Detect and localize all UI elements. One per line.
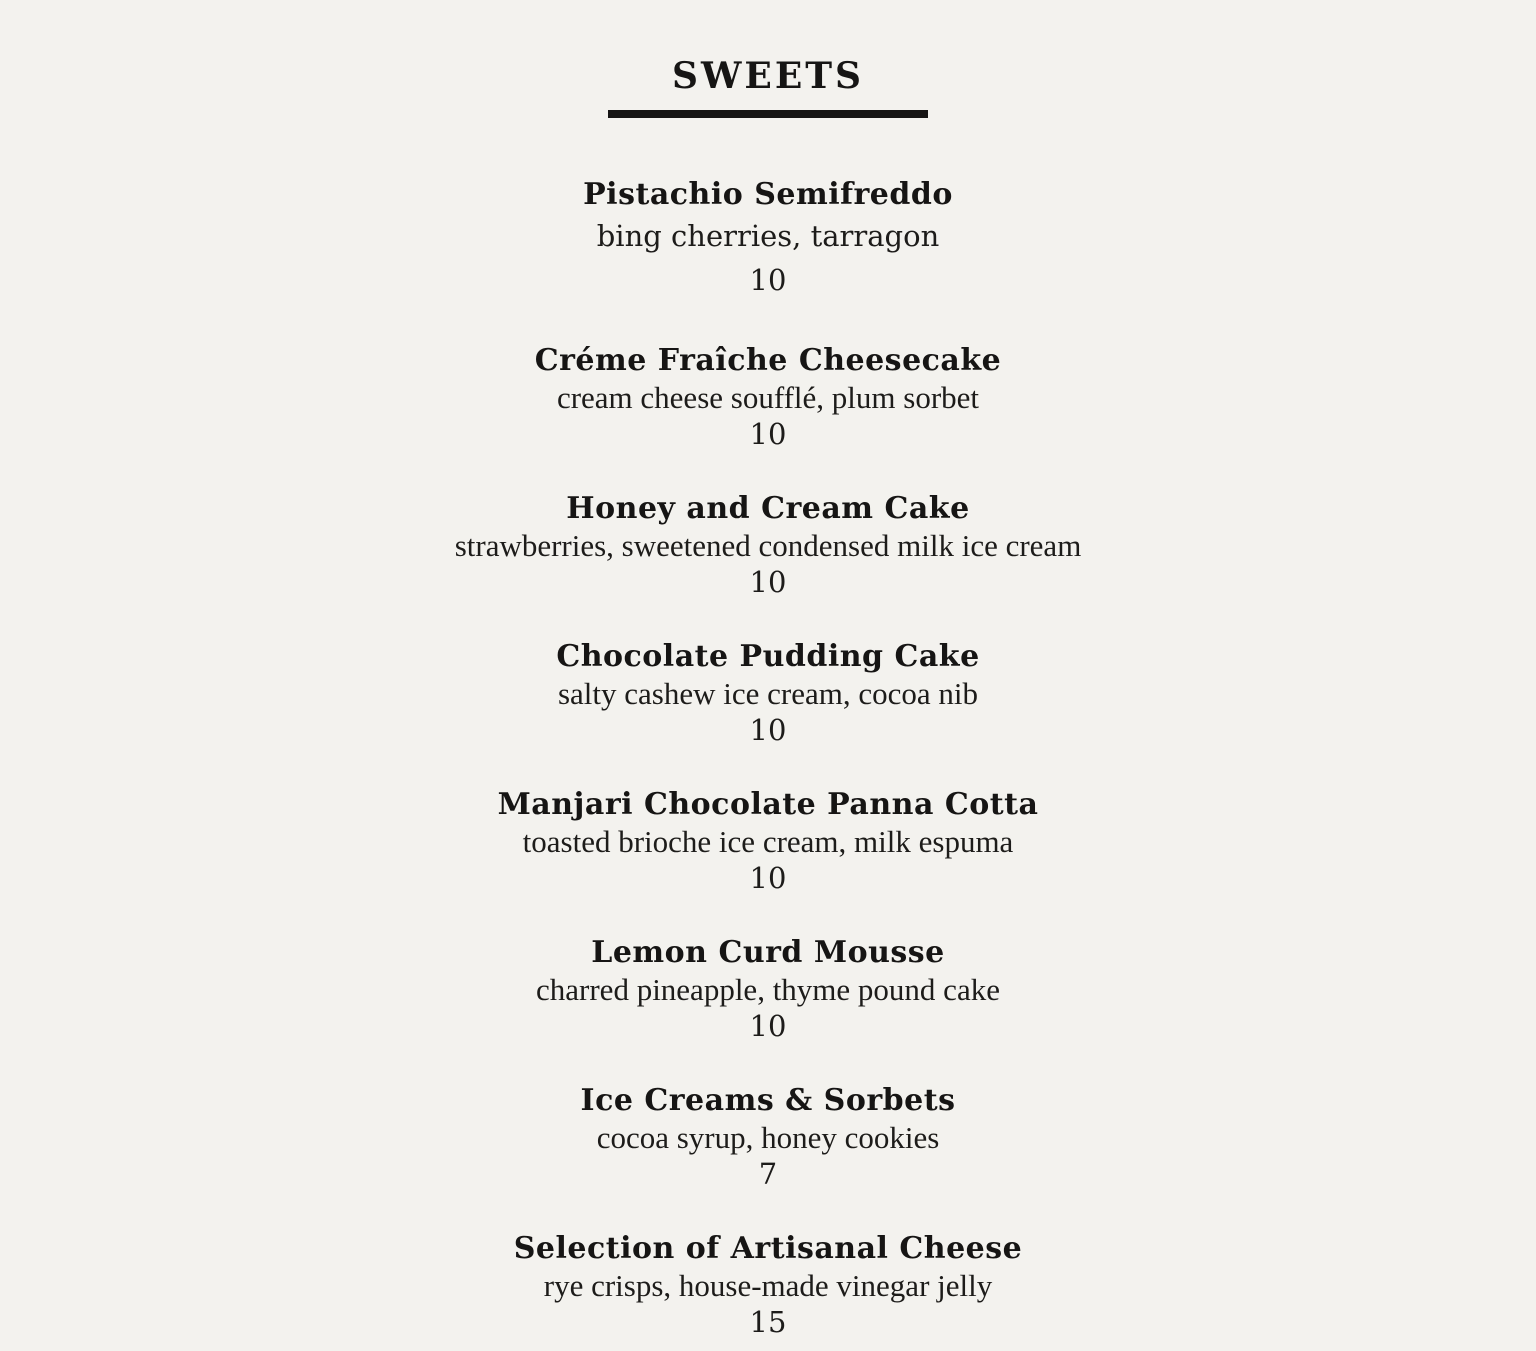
item-description: salty cashew ice cream, cocoa nib [557, 676, 978, 711]
menu-item [0, 934, 1536, 1045]
item-price: 10 [749, 263, 787, 297]
item-description: strawberries, sweetened condensed milk ice cream [454, 528, 1082, 563]
menu-item [0, 1082, 1536, 1193]
item-description: charred pineapple, thyme pound cake [536, 972, 1000, 1007]
item-price: 10 [749, 417, 787, 451]
item-name: Manjari Chocolate Panna Cotta [497, 787, 1039, 822]
item-price: 10 [749, 565, 787, 599]
item-name: Pistachio Semifreddo [583, 177, 953, 212]
menu-item [0, 176, 1536, 299]
item-name: Ice Creams & Sorbets [580, 1083, 956, 1118]
menu-items-list [0, 176, 1536, 1341]
section-title: SWEETS [671, 55, 865, 97]
item-description: rye crisps, house-made vinegar jelly [543, 1268, 993, 1303]
title-underline-rule [608, 110, 928, 118]
menu-item [0, 786, 1536, 897]
item-description: bing cherries, tarragon [596, 219, 940, 253]
menu-item [0, 490, 1536, 601]
item-price: 15 [749, 1305, 787, 1339]
item-name: Honey and Cream Cake [566, 491, 970, 526]
item-description: cream cheese soufflé, plum sorbet [556, 380, 980, 415]
item-name: Lemon Curd Mousse [591, 935, 945, 970]
item-price: 10 [749, 1009, 787, 1043]
menu-item [0, 342, 1536, 453]
item-name: Selection of Artisanal Cheese [513, 1231, 1023, 1266]
menu-item [0, 638, 1536, 749]
item-description: cocoa syrup, honey cookies [596, 1120, 940, 1155]
item-name: Chocolate Pudding Cake [556, 639, 980, 674]
menu-item [0, 1230, 1536, 1341]
item-price: 10 [749, 713, 787, 747]
item-price: 7 [758, 1157, 778, 1191]
item-description: toasted brioche ice cream, milk espuma [522, 824, 1014, 859]
item-price: 10 [749, 861, 787, 895]
item-name: Créme Fraîche Cheesecake [534, 343, 1002, 378]
